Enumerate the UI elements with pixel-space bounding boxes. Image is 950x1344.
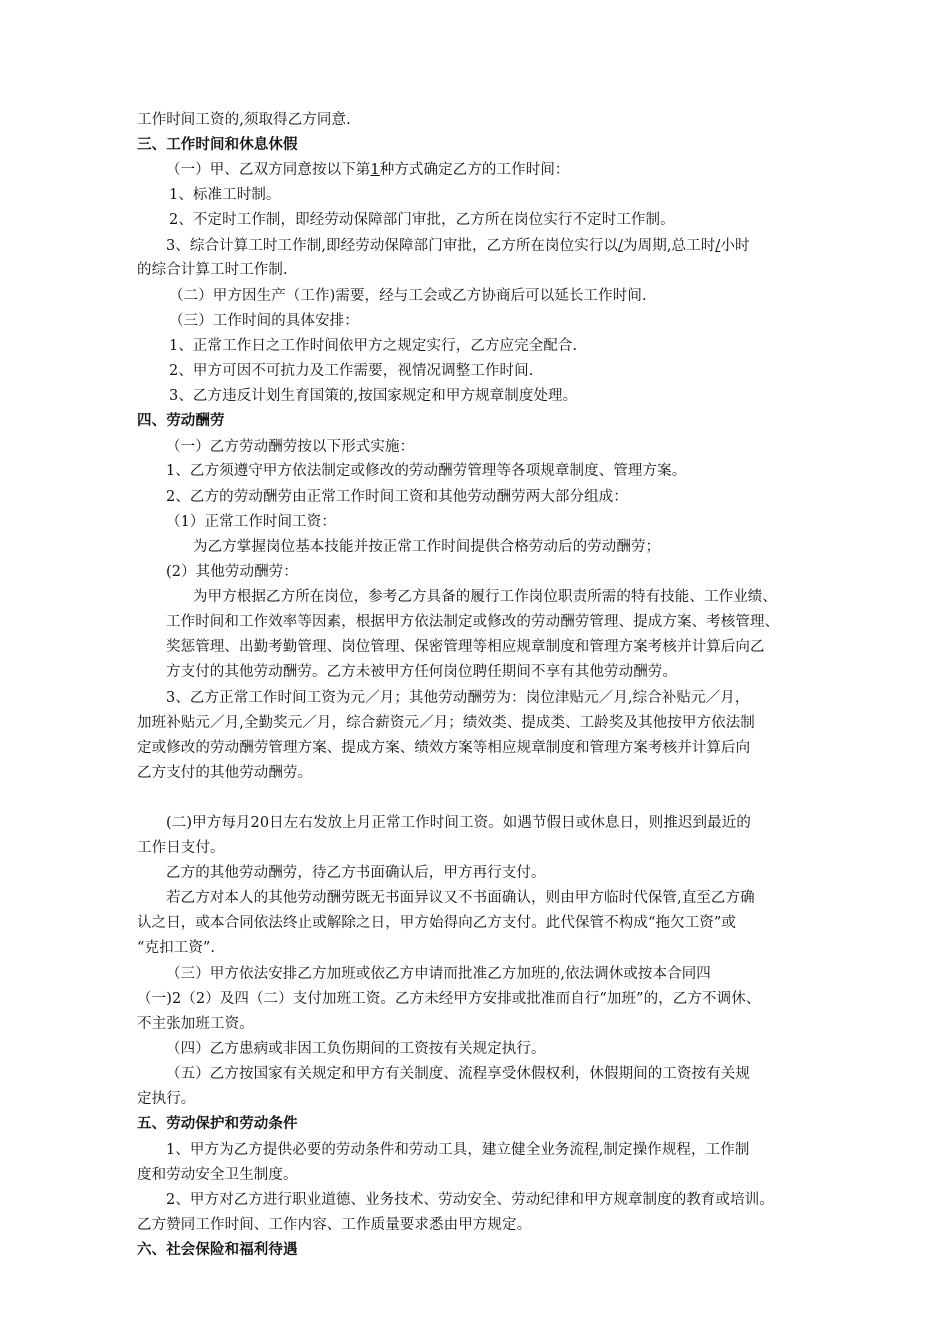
- text-line: 奖惩管理、出勤考勤管理、岗位管理、保密管理等相应规章制度和管理方案考核并计算后向乙: [166, 639, 765, 655]
- text-line: 加班补贴元／月,全勤奖元／月，综合薪资元／月；绩效类、提成类、工龄奖及其他按甲方依法制: [137, 715, 755, 731]
- text-line: 的综合计算工时工作制.: [137, 262, 288, 278]
- text-line: （1）正常工作时间工资：: [166, 514, 336, 530]
- filled-blank: 1: [370, 162, 380, 178]
- text-line: 乙方的其他劳动酬劳，待乙方书面确认后，甲方再行支付。: [166, 865, 546, 881]
- text-line: 定或修改的劳动酬劳管理方案、提成方案、绩效方案等相应规章制度和管理方案考核并计算后向: [137, 740, 751, 756]
- text-line: 乙方支付的其他劳动酬劳。: [137, 765, 313, 781]
- text-line: 工作时间工资的,须取得乙方同意.: [137, 112, 351, 128]
- filled-blank: /: [618, 238, 624, 254]
- text-line: 1、正常工作日之工作时间依甲方之规定实行，乙方应完全配合.: [169, 338, 578, 354]
- text-line: 为乙方掌握岗位基本技能并按正常工作时间提供合格劳动后的劳动酬劳；: [193, 539, 661, 555]
- text-line: 不主张加班工资。: [137, 1016, 254, 1032]
- text-line: 工作时间和工作效率等因素，根据甲方依法制定或修改的劳动酬劳管理、提成方案、考核管理、: [166, 614, 780, 630]
- text-line: 方支付的其他劳动酬劳。乙方未被甲方任何岗位聘任期间不享有其他劳动酬劳。: [166, 664, 677, 680]
- text-line: 2、乙方的劳动酬劳由正常工作时间工资和其他劳动酬劳两大部分组成：: [166, 489, 628, 505]
- text-line: 度和劳动安全卫生制度。: [137, 1167, 298, 1183]
- section-heading-5: 五、劳动保护和劳动条件: [137, 1116, 298, 1132]
- filled-blank: /: [715, 238, 721, 254]
- text-line: 工作日支付。: [137, 840, 225, 856]
- text-line: 3、综合计算工时工作制,即经劳动保障部门审批，乙方所在岗位实行以/为周期,总工时/小时: [166, 238, 750, 254]
- section-heading-3: 三、工作时间和休息休假: [137, 137, 298, 153]
- text-line: 若乙方对本人的其他劳动酬劳既无书面异议又不书面确认，则由甲方临时代保管,直至乙方确: [166, 890, 755, 906]
- text-line: （一）乙方劳动酬劳按以下形式实施：: [166, 439, 415, 455]
- text-line: 乙方赞同工作时间、工作内容、工作质量要求悉由甲方规定。: [137, 1217, 532, 1233]
- section-heading-6: 六、社会保险和福利待遇: [137, 1242, 298, 1258]
- text-line: 2、甲方对乙方进行职业道德、业务技术、劳动安全、劳动纪律和甲方规章制度的教育或培训。: [166, 1192, 774, 1208]
- text-line: 为甲方根据乙方所在岗位，参考乙方具备的履行工作岗位职责所需的特有技能、工作业绩、: [193, 589, 777, 605]
- text-line: 2、不定时工作制，即经劳动保障部门审批，乙方所在岗位实行不定时工作制。: [169, 212, 675, 228]
- text-line: (2）其他劳动酬劳：: [166, 564, 298, 580]
- text-line: （一)2（2）及四（二）支付加班工资。乙方未经甲方安排或批准而自行“加班”的，乙方不调休、: [137, 991, 761, 1007]
- text-line: “克扣工资”.: [137, 940, 216, 956]
- text-line: 1、甲方为乙方提供必要的劳动条件和劳动工具，建立健全业务流程,制定操作规程，工作制: [166, 1142, 750, 1158]
- text-line: （三）工作时间的具体安排：: [169, 313, 359, 329]
- text-line: 定执行。: [137, 1091, 196, 1107]
- text-line: (二)甲方每月20日左右发放上月正常工作时间工资。如遇节假日或休息日，则推迟到最近的: [166, 815, 751, 831]
- text-line: （二）甲方因生产（工作)需要，经与工会或乙方协商后可以延长工作时间.: [169, 288, 647, 304]
- text-line: 2、甲方可因不可抗力及工作需要，视情况调整工作时间.: [169, 363, 534, 379]
- text-line: 3、乙方正常工作时间工资为元／月；其他劳动酬劳为：岗位津贴元／月,综合补贴元／月，: [166, 690, 750, 706]
- text-line: 3、乙方违反计划生育国策的,按国家规定和甲方规章制度处理。: [169, 388, 578, 404]
- text-line: 1、标准工时制。: [169, 187, 281, 203]
- text-line: 认之日，或本合同依法终止或解除之日，甲方始得向乙方支付。此代保管不构成“拖欠工资”或: [137, 915, 737, 931]
- text-line: （一）甲、乙双方同意按以下第1种方式确定乙方的工作时间：: [166, 162, 570, 178]
- text-line: （五）乙方按国家有关规定和甲方有关制度、流程享受休假权利，休假期间的工资按有关规: [166, 1066, 750, 1082]
- text-line: 1、乙方须遵守甲方依法制定或修改的劳动酬劳管理等各项规章制度、管理方案。: [166, 463, 687, 479]
- text-line: （三）甲方依法安排乙方加班或依乙方申请而批准乙方加班的,依法调休或按本合同四: [166, 966, 711, 982]
- text-line: （四）乙方患病或非因工负伤期间的工资按有关规定执行。: [166, 1041, 546, 1057]
- section-heading-4: 四、劳动酬劳: [137, 413, 225, 429]
